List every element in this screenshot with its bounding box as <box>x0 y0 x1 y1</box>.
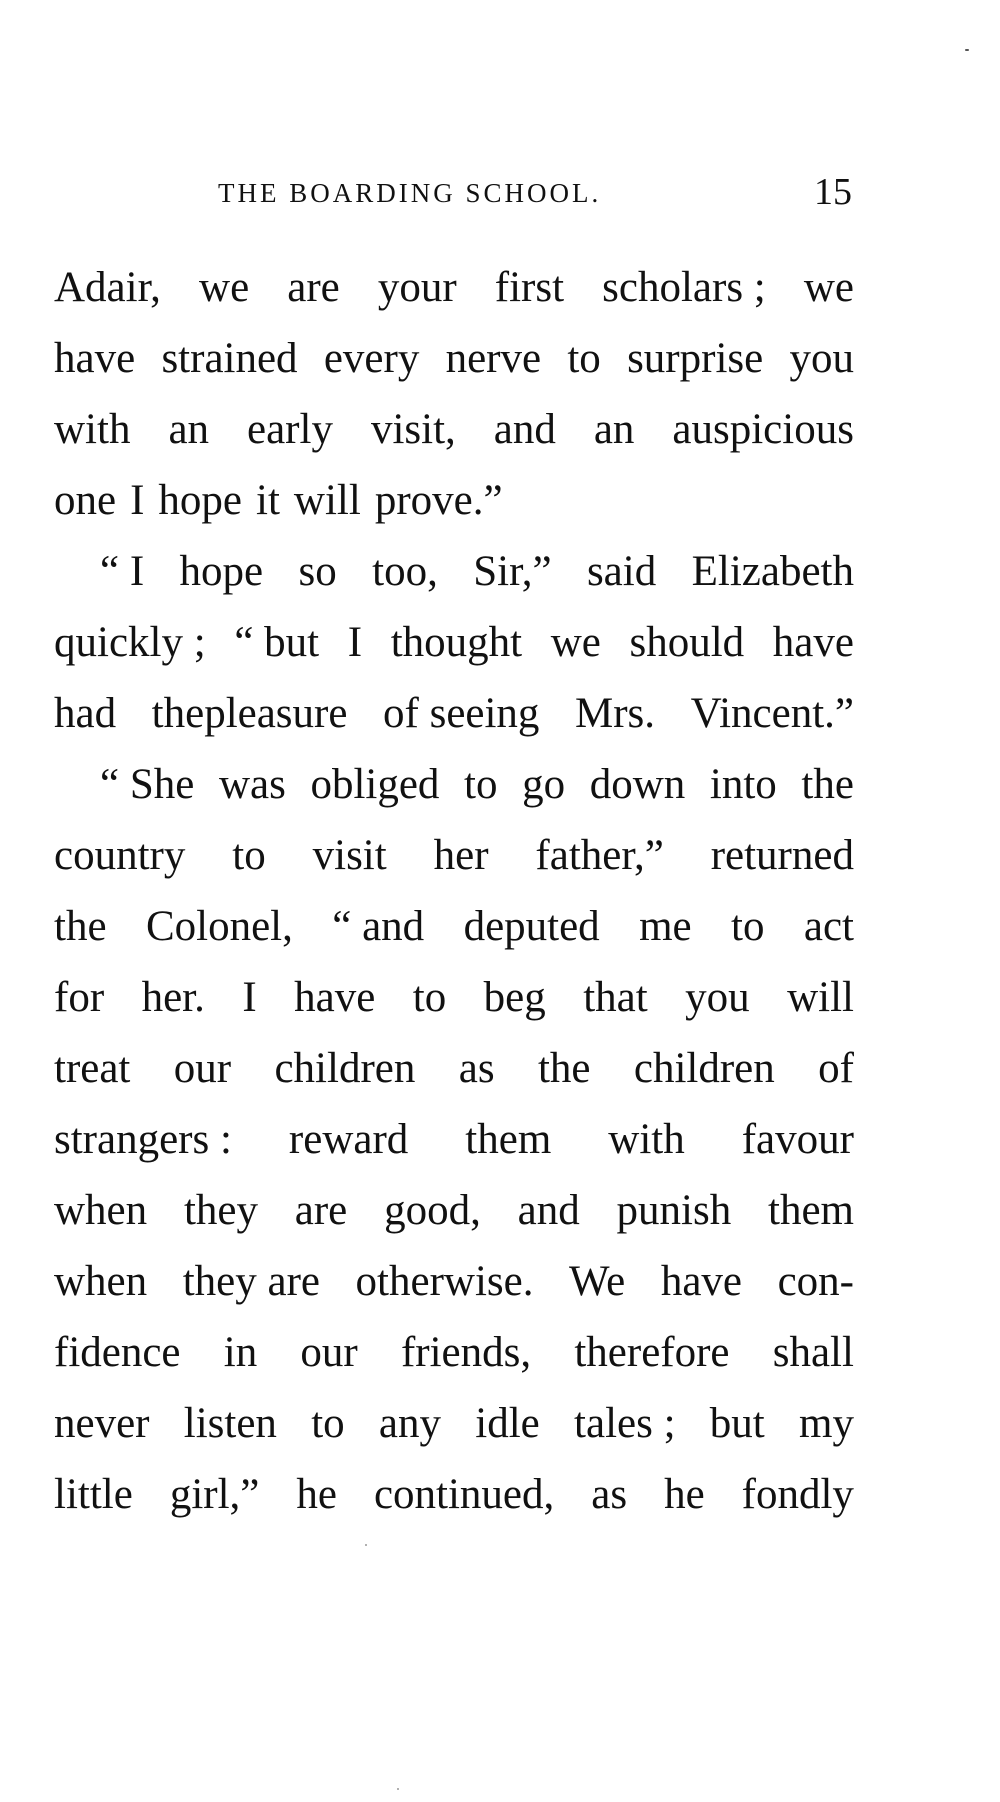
text-line <box>54 1388 854 1459</box>
word: thought <box>390 619 523 666</box>
word: to <box>232 832 266 879</box>
word: are <box>287 264 340 311</box>
text-line <box>54 1033 854 1104</box>
word: “ but <box>234 619 320 666</box>
word: we <box>803 264 854 311</box>
word: friends, <box>400 1329 532 1376</box>
word: down <box>589 761 686 808</box>
word: they are <box>182 1258 320 1305</box>
text-line <box>54 323 854 394</box>
word: for <box>54 974 105 1021</box>
word: fondly <box>741 1471 854 1518</box>
text-line <box>54 1317 854 1388</box>
word: nerve <box>445 335 542 382</box>
word: we <box>550 619 601 666</box>
word: shall <box>772 1329 854 1376</box>
word: listen <box>183 1400 277 1447</box>
word: early <box>247 406 333 453</box>
text-line <box>54 394 854 465</box>
word: we <box>199 264 250 311</box>
word: children <box>274 1045 416 1092</box>
word: will <box>787 974 854 1021</box>
word: “ and <box>332 903 425 950</box>
word: Mrs. <box>575 690 656 737</box>
text-line <box>54 820 854 891</box>
word: me <box>639 903 692 950</box>
word: punish <box>616 1187 732 1234</box>
text-line <box>54 1104 854 1175</box>
word: children <box>633 1045 775 1092</box>
word: it <box>256 477 280 524</box>
word: surprise <box>627 335 764 382</box>
word: little <box>54 1471 133 1518</box>
word: Elizabeth <box>691 548 854 595</box>
word: into <box>709 761 777 808</box>
running-head <box>218 170 852 220</box>
word: when <box>54 1258 148 1305</box>
word: treat <box>54 1045 131 1092</box>
text-line <box>54 607 854 678</box>
word: in <box>223 1329 258 1376</box>
word: to <box>464 761 498 808</box>
word: her. <box>141 974 205 1021</box>
text-line <box>54 1175 854 1246</box>
text-line <box>54 962 854 1033</box>
word: one <box>54 477 117 524</box>
word: but <box>709 1400 765 1447</box>
word: as <box>458 1045 495 1092</box>
word: visit <box>312 832 387 879</box>
word: good, <box>384 1187 481 1234</box>
word: favour <box>741 1116 854 1163</box>
word: hope <box>179 548 264 595</box>
word: our <box>173 1045 232 1092</box>
word: should <box>629 619 745 666</box>
word: act <box>803 903 854 950</box>
word: so <box>298 548 337 595</box>
word: you <box>685 974 750 1021</box>
word: and <box>493 406 556 453</box>
word: when <box>54 1187 148 1234</box>
text-line <box>54 252 854 323</box>
scan-speck <box>397 1788 399 1790</box>
word: Adair, <box>54 264 161 311</box>
word: to <box>731 903 765 950</box>
word: the <box>537 1045 591 1092</box>
word: deputed <box>463 903 600 950</box>
word: Sir,” <box>473 548 552 595</box>
word: have <box>54 335 136 382</box>
word: fidence <box>54 1329 181 1376</box>
word: “ I <box>100 548 145 595</box>
word: otherwise. <box>355 1258 534 1305</box>
word: will <box>293 477 361 524</box>
word: our <box>300 1329 358 1376</box>
word: returned <box>710 832 854 879</box>
text-line <box>54 465 854 536</box>
word: visit, <box>370 406 456 453</box>
text-line <box>54 678 854 749</box>
word: had <box>54 690 117 737</box>
word: and <box>517 1187 580 1234</box>
body-text <box>54 252 854 1530</box>
word: Colonel, <box>145 903 293 950</box>
word: strangers : <box>54 1116 232 1163</box>
word: the <box>54 903 107 950</box>
word: tales ; <box>574 1400 676 1447</box>
word: to <box>311 1400 345 1447</box>
word: they <box>183 1187 258 1234</box>
word: the <box>801 761 854 808</box>
word: with <box>608 1116 685 1163</box>
text-line <box>54 1246 854 1317</box>
word: never <box>54 1400 150 1447</box>
word: Vincent.” <box>690 690 854 737</box>
word: you <box>789 335 854 382</box>
word: any <box>378 1400 442 1447</box>
word: scholars ; <box>602 264 766 311</box>
word: auspicious <box>672 406 854 453</box>
text-line <box>54 749 854 820</box>
running-title: THE BOARDING SCHOOL. <box>218 178 602 208</box>
text-line <box>54 891 854 962</box>
word: of <box>818 1045 854 1092</box>
word: strained <box>161 335 298 382</box>
word: father,” <box>535 832 664 879</box>
word: We <box>569 1258 626 1305</box>
word: them <box>465 1116 552 1163</box>
word: my <box>799 1400 854 1447</box>
word: was <box>218 761 286 808</box>
word: therefore <box>574 1329 730 1376</box>
word: con- <box>777 1258 854 1305</box>
word: have <box>294 974 376 1021</box>
page-number: 15 <box>814 171 852 213</box>
word: to <box>412 974 447 1021</box>
word: to <box>567 335 601 382</box>
word: of seeing <box>383 690 540 737</box>
text-line <box>54 1459 854 1530</box>
scan-speck <box>965 49 969 51</box>
word: with <box>54 406 131 453</box>
word: are <box>294 1187 348 1234</box>
text-line <box>54 536 854 607</box>
word: obliged <box>310 761 440 808</box>
word: your <box>377 264 457 311</box>
word: go <box>522 761 566 808</box>
word: I <box>347 619 363 666</box>
word: I <box>242 974 257 1021</box>
word: an <box>593 406 635 453</box>
word: girl,” <box>169 1471 260 1518</box>
word: have <box>772 619 854 666</box>
word: thepleasure <box>151 690 348 737</box>
word: country <box>54 832 186 879</box>
word: that <box>583 974 648 1021</box>
word: as <box>591 1471 628 1518</box>
word: I <box>130 477 145 524</box>
word: have <box>660 1258 742 1305</box>
word: beg <box>483 974 546 1021</box>
word: hope <box>158 477 243 524</box>
word: he <box>296 1471 337 1518</box>
word: too, <box>372 548 438 595</box>
word: “ She <box>100 761 195 808</box>
word: said <box>586 548 657 595</box>
word: them <box>768 1187 854 1234</box>
word: he <box>664 1471 705 1518</box>
word: reward <box>288 1116 409 1163</box>
word: idle <box>475 1400 540 1447</box>
scan-speck <box>365 1544 367 1546</box>
word: an <box>168 406 210 453</box>
word: her <box>433 832 489 879</box>
word: continued, <box>373 1471 555 1518</box>
word: prove.” <box>374 477 503 524</box>
word: every <box>323 335 420 382</box>
word: quickly ; <box>54 619 206 666</box>
word: first <box>494 264 565 311</box>
